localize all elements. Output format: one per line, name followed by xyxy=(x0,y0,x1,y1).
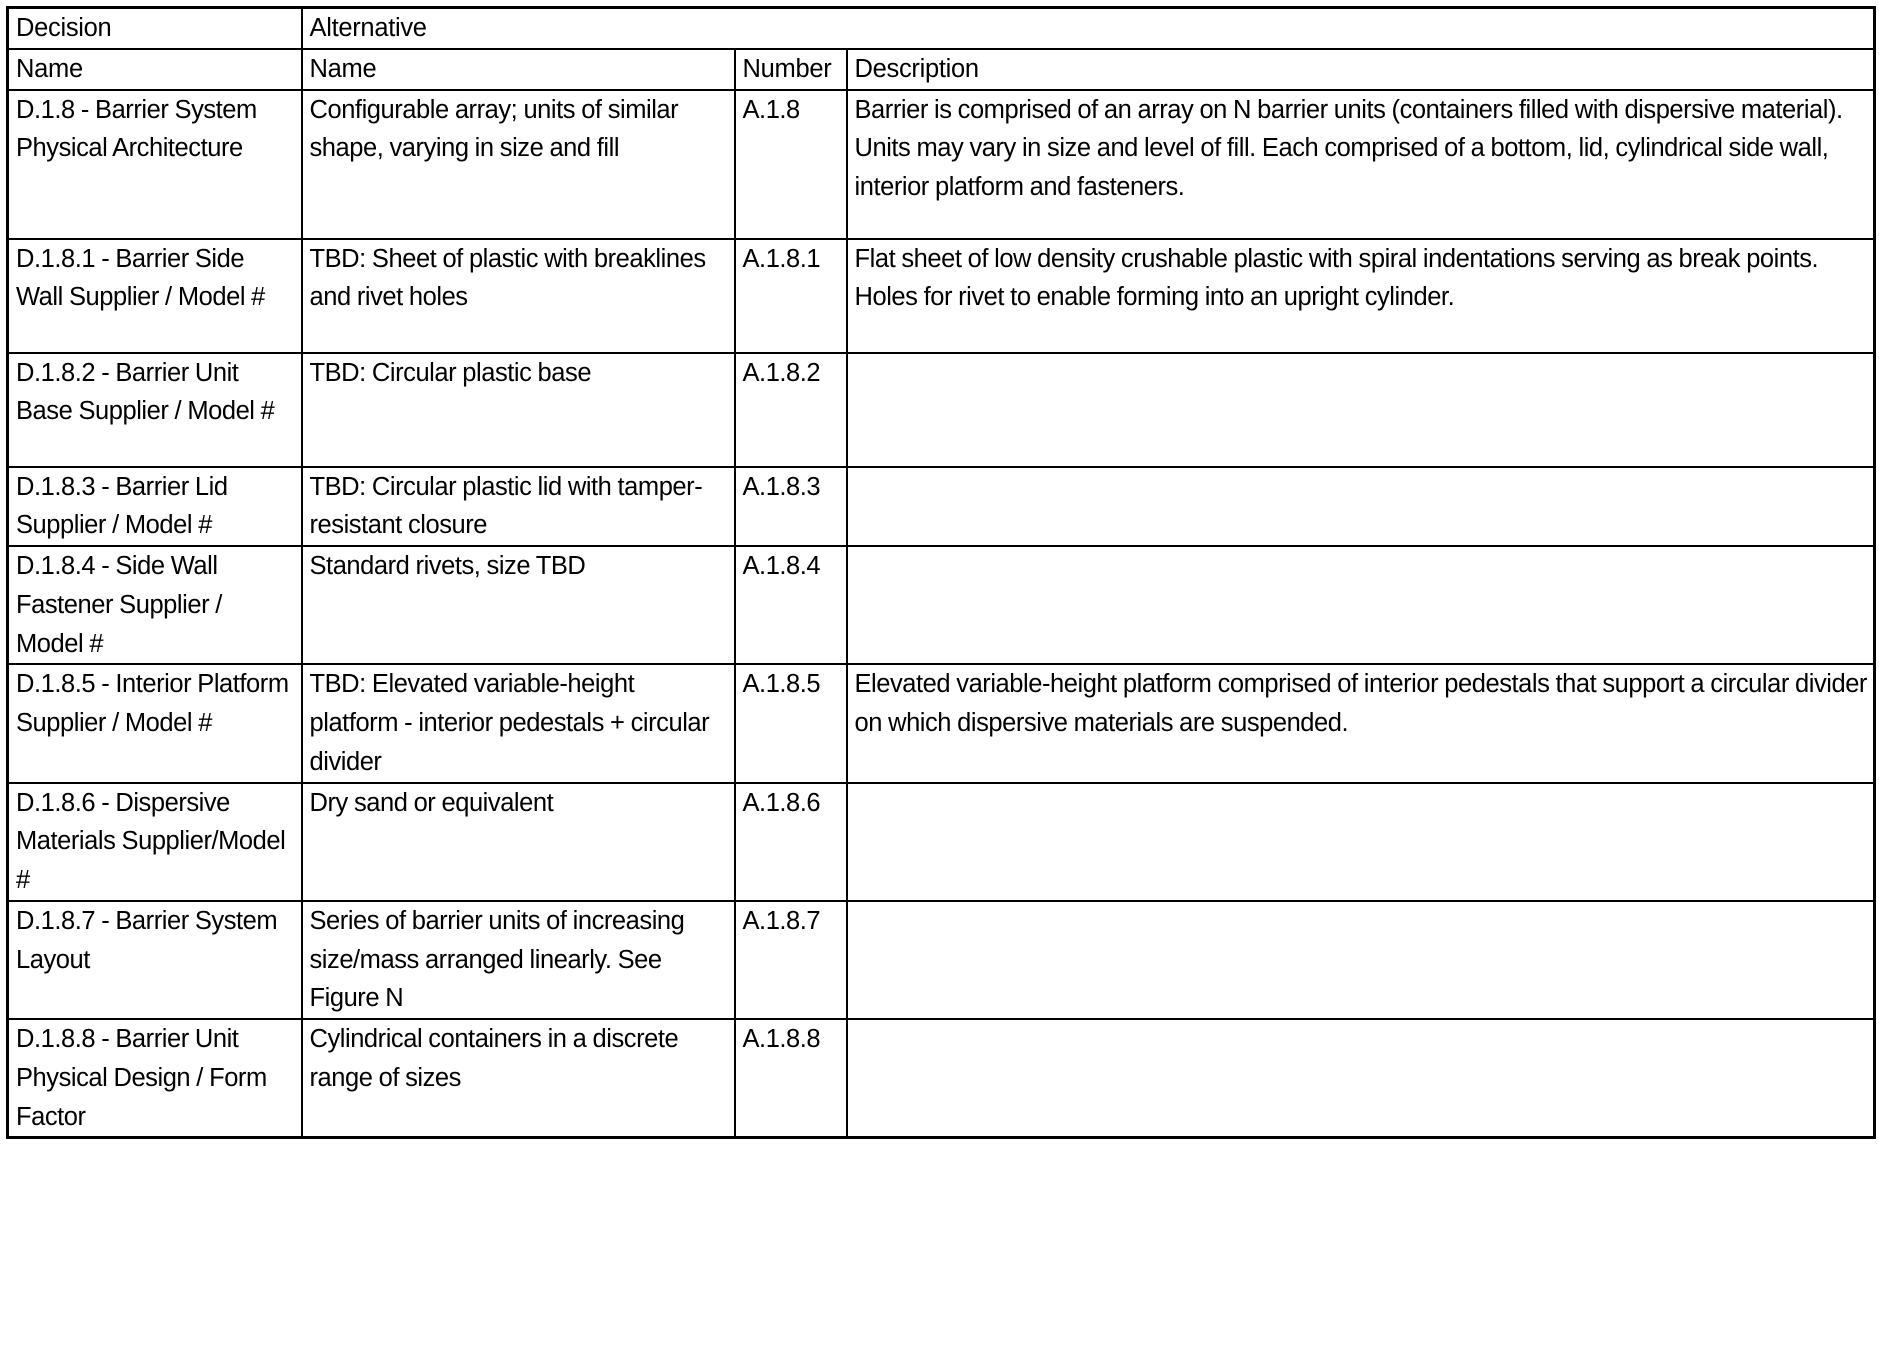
alternative-name-text: Dry sand or equivalent xyxy=(309,788,554,817)
cell-alternative-description xyxy=(847,467,1875,547)
cell-decision-name xyxy=(8,664,302,782)
alternative-number-text: A.1.8.3 xyxy=(742,472,821,501)
table-row xyxy=(8,901,1875,1019)
alternative-number-text: A.1.8.6 xyxy=(742,788,821,817)
alternative-number-text: A.1.8.1 xyxy=(742,244,821,273)
cell-decision-name xyxy=(8,901,302,1019)
table-row xyxy=(8,664,1875,782)
cell-decision-name xyxy=(8,783,302,901)
cell-alternative-description xyxy=(847,1019,1875,1138)
alternative-name-text: Series of barrier units of increasing size/mass arranged linearly. See Figure N xyxy=(309,906,691,1013)
alternative-number-text: A.1.8 xyxy=(742,95,800,124)
cell-alternative-description xyxy=(847,239,1875,353)
decision-name-text: D.1.8.6 - Dispersive Materials Supplier/Model # xyxy=(16,788,292,894)
alternative-name-text: Standard rivets, size TBD xyxy=(309,552,586,580)
decision-alternative-table-container xyxy=(6,6,1873,1139)
table-row xyxy=(8,467,1875,547)
alternative-number-text: A.1.8.8 xyxy=(742,1025,821,1053)
cell-alternative-number xyxy=(735,353,847,467)
cell-alternative-name xyxy=(302,467,735,547)
group-header-decision xyxy=(8,8,302,49)
cell-alternative-description xyxy=(847,546,1875,664)
cell-alternative-number xyxy=(735,1019,847,1138)
table-column-header-row xyxy=(8,49,1875,90)
cell-alternative-number xyxy=(735,664,847,782)
table-row xyxy=(8,353,1875,467)
decision-name-text: D.1.8.4 - Side Wall Fastener Supplier / Model # xyxy=(16,552,229,658)
decision-alternative-table xyxy=(6,6,1876,1139)
table-head xyxy=(8,8,1875,90)
table-row xyxy=(8,90,1875,239)
cell-alternative-number xyxy=(735,239,847,353)
column-header-decision-name-label: Name xyxy=(16,54,83,83)
decision-name-text: D.1.8.5 - Interior Platform Supplier / Model # xyxy=(16,670,295,737)
cell-decision-name xyxy=(8,90,302,239)
column-header-alternative-description-label: Description xyxy=(854,54,979,83)
alternative-number-text: A.1.8.5 xyxy=(742,670,821,699)
decision-name-text: D.1.8.3 - Barrier Lid Supplier / Model # xyxy=(16,472,234,540)
decision-name-text: D.1.8.1 - Barrier Side Wall Supplier / Model # xyxy=(16,244,265,312)
cell-alternative-name xyxy=(302,90,735,239)
cell-alternative-number xyxy=(735,467,847,547)
cell-alternative-number xyxy=(735,901,847,1019)
cell-decision-name xyxy=(8,467,302,547)
cell-alternative-name xyxy=(302,664,735,782)
cell-alternative-name xyxy=(302,239,735,353)
table-row xyxy=(8,546,1875,664)
alternative-name-text: TBD: Sheet of plastic with breaklines and rivet holes xyxy=(309,244,712,312)
decision-name-text: D.1.8.7 - Barrier System Layout xyxy=(16,906,284,974)
column-header-alternative-name-label: Name xyxy=(309,54,377,83)
cell-decision-name xyxy=(8,546,302,664)
cell-decision-name xyxy=(8,1019,302,1138)
cell-decision-name xyxy=(8,239,302,353)
alternative-number-text: A.1.8.2 xyxy=(742,358,821,387)
decision-name-text: D.1.8.8 - Barrier Unit Physical Design / Form Factor xyxy=(16,1025,273,1131)
alternative-name-text: TBD: Circular plastic lid with tamper-resistant closure xyxy=(309,472,703,540)
cell-alternative-description xyxy=(847,664,1875,782)
table-row xyxy=(8,783,1875,901)
cell-alternative-number xyxy=(735,783,847,901)
decision-name-text: D.1.8 - Barrier System Physical Architecture xyxy=(16,95,263,163)
cell-alternative-name xyxy=(302,783,735,901)
alternative-name-text: Configurable array; units of similar shape, varying in size and fill xyxy=(309,95,685,163)
decision-name-text: D.1.8.2 - Barrier Unit Base Supplier / Model # xyxy=(16,358,275,426)
cell-alternative-name xyxy=(302,1019,735,1138)
group-header-alternative-label: Alternative xyxy=(309,14,427,42)
cell-alternative-description xyxy=(847,783,1875,901)
alternative-name-text: Cylindrical containers in a discrete range of sizes xyxy=(309,1025,685,1092)
table-body xyxy=(8,90,1875,1138)
cell-alternative-number xyxy=(735,546,847,664)
cell-alternative-description xyxy=(847,901,1875,1019)
table-row xyxy=(8,239,1875,353)
table-group-header-row xyxy=(8,8,1875,49)
alternative-name-text: TBD: Elevated variable-height platform - interior pedestals + circular divider xyxy=(309,670,716,776)
cell-alternative-number xyxy=(735,90,847,239)
cell-alternative-description xyxy=(847,90,1875,239)
column-header-alternative-name xyxy=(302,49,735,90)
cell-decision-name xyxy=(8,353,302,467)
cell-alternative-description xyxy=(847,353,1875,467)
alternative-number-text: A.1.8.4 xyxy=(742,552,821,580)
column-header-alternative-description xyxy=(847,49,1875,90)
cell-alternative-name xyxy=(302,901,735,1019)
cell-alternative-name xyxy=(302,546,735,664)
alternative-description-text: Elevated variable-height platform comprised of interior pedestals that support a circular divider on which dispersive materials are suspended. xyxy=(854,670,1874,737)
alternative-description-text: Flat sheet of low density crushable plastic with spiral indentations serving as break points. Holes for rivet to enable forming into an upright cylinder. xyxy=(854,244,1825,312)
alternative-number-text: A.1.8.7 xyxy=(742,906,821,935)
group-header-decision-label: Decision xyxy=(16,14,112,42)
table-row xyxy=(8,1019,1875,1138)
group-header-alternative xyxy=(302,8,1875,49)
alternative-description-text: Barrier is comprised of an array on N barrier units (containers filled with dispersive material). Units may vary in size and level of fill. Each comprised of a bottom, lid, cylindrical side wall, interior platform and fasteners. xyxy=(854,95,1849,201)
cell-alternative-name xyxy=(302,353,735,467)
column-header-decision-name xyxy=(8,49,302,90)
alternative-name-text: TBD: Circular plastic base xyxy=(309,358,592,387)
column-header-alternative-number xyxy=(735,49,847,90)
column-header-alternative-number-label: Number xyxy=(742,54,832,83)
